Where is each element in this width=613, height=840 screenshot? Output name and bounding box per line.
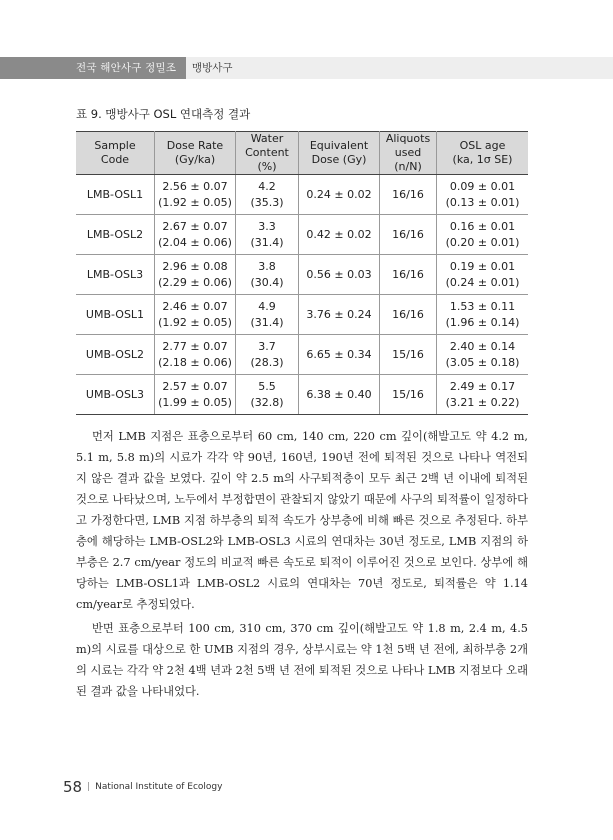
paragraph-text: 먼저 LMB 지점은 표층으로부터 60 cm, 140 cm, 220 cm 깊이(해발고도 약 4.2 m, 5.1 m, 5.8 m)의 시료가 각각 약 90년, 160년, 190년 전에 퇴적된 것으로 나타나 역전되지 않은 결과 값을 보였다. 깊이 약 2.5 m의 사구퇴적층이 모두 최근 2백 년 이내에 퇴적된 것으로 나타났으며, 노두에서 부정합면이 관찰되지 않았기 때문에 사구의 퇴적률이 일정하다고 가정한다면, LMB 지점 하부층의 퇴적 속도가 상부층에 비해 빠른 것으로 추정된다. 하부층에 해당하는 LMB-OSL2와 LMB-OSL3 시료의 연대차는 30년 정도로, LMB 지점의 하부층은 2.7 cm/year 정도의 비교적 빠른 속도로 퇴적이 이루어진 것으로 보인다. 상부에 해당하는 LMB-OSL1과 LMB-OSL2 시료의 연대차는 70년 정도로, 퇴적률은 약 1.14 cm/year로 추정되었다. (76, 430, 528, 611)
column-header: Sample Code (76, 132, 155, 175)
dose-rate-cell: 2.67 ± 0.07 (2.04 ± 0.06) (155, 215, 236, 255)
water-content-cell: 3.3 (31.4) (236, 215, 299, 255)
header-subsection-title: 맹방사구 (192, 62, 233, 74)
osl-age-cell: 0.19 ± 0.01 (0.24 ± 0.01) (437, 255, 529, 295)
header-section-title: 전국 해안사구 정밀조사 (0, 57, 186, 79)
sample-code-cell: LMB-OSL2 (76, 215, 155, 255)
publisher-name: National Institute of Ecology (95, 782, 223, 792)
aliquots-cell: 15/16 (380, 375, 437, 415)
table-row (76, 175, 528, 215)
sample-code-cell: UMB-OSL1 (76, 295, 155, 335)
osl-age-cell: 1.53 ± 0.11 (1.96 ± 0.14) (437, 295, 529, 335)
osl-age-cell: 0.09 ± 0.01 (0.13 ± 0.01) (437, 175, 529, 215)
table-row (76, 255, 528, 295)
aliquots-cell: 15/16 (380, 335, 437, 375)
page-number: 58 (63, 778, 83, 796)
aliquots-cell: 16/16 (380, 255, 437, 295)
osl-dating-table (76, 131, 528, 415)
page-footer (63, 778, 222, 796)
equivalent-dose-cell: 3.76 ± 0.24 (299, 295, 380, 335)
column-header: OSL age (ka, 1σ SE) (437, 132, 529, 175)
paragraph-text: 반면 표층으로부터 100 cm, 310 cm, 370 cm 깊이(해발고도 약 1.8 m, 2.4 m, 4.5 m)의 시료를 대상으로 한 UMB 지점의 경우, 상부시료는 약 1천 5백 년 전에, 최하부층 2개의 시료는 각각 약 2천 4백 년과 2천 5백 년 전에 퇴적된 것으로 나타나 LMB 지점보다 오래된 결과 값을 나타내었다. (76, 622, 528, 698)
table-caption: 표 9. 맹방사구 OSL 연대측정 결과 (76, 107, 251, 121)
water-content-cell: 3.8 (30.4) (236, 255, 299, 295)
column-header: Aliquots used (n/N) (380, 132, 437, 175)
sample-code-cell: LMB-OSL3 (76, 255, 155, 295)
column-header: Equivalent Dose (Gy) (299, 132, 380, 175)
dose-rate-cell: 2.77 ± 0.07 (2.18 ± 0.06) (155, 335, 236, 375)
osl-age-cell: 0.16 ± 0.01 (0.20 ± 0.01) (437, 215, 529, 255)
water-content-cell: 4.9 (31.4) (236, 295, 299, 335)
equivalent-dose-cell: 0.42 ± 0.02 (299, 215, 380, 255)
equivalent-dose-cell: 6.38 ± 0.40 (299, 375, 380, 415)
dose-rate-cell: 2.96 ± 0.08 (2.29 ± 0.06) (155, 255, 236, 295)
dose-rate-cell: 2.57 ± 0.07 (1.99 ± 0.05) (155, 375, 236, 415)
dose-rate-cell: 2.46 ± 0.07 (1.92 ± 0.05) (155, 295, 236, 335)
table-header-row (76, 132, 528, 175)
sample-code-cell: UMB-OSL2 (76, 335, 155, 375)
osl-age-cell: 2.40 ± 0.14 (3.05 ± 0.18) (437, 335, 529, 375)
table-row (76, 335, 528, 375)
dose-rate-cell: 2.56 ± 0.07 (1.92 ± 0.05) (155, 175, 236, 215)
osl-age-cell: 2.49 ± 0.17 (3.21 ± 0.22) (437, 375, 529, 415)
table-row (76, 375, 528, 415)
sample-code-cell: UMB-OSL3 (76, 375, 155, 415)
column-header: Water Content (%) (236, 132, 299, 175)
aliquots-cell: 16/16 (380, 295, 437, 335)
water-content-cell: 5.5 (32.8) (236, 375, 299, 415)
table-row (76, 215, 528, 255)
table-row (76, 295, 528, 335)
aliquots-cell: 16/16 (380, 215, 437, 255)
water-content-cell: 3.7 (28.3) (236, 335, 299, 375)
column-header: Dose Rate (Gy/ka) (155, 132, 236, 175)
water-content-cell: 4.2 (35.3) (236, 175, 299, 215)
aliquots-cell: 16/16 (380, 175, 437, 215)
sample-code-cell: LMB-OSL1 (76, 175, 155, 215)
equivalent-dose-cell: 0.56 ± 0.03 (299, 255, 380, 295)
equivalent-dose-cell: 0.24 ± 0.02 (299, 175, 380, 215)
body-paragraph-1 (76, 426, 528, 615)
footer-separator: | (87, 782, 91, 792)
body-paragraph-2 (76, 618, 528, 702)
equivalent-dose-cell: 6.65 ± 0.34 (299, 335, 380, 375)
page-header (0, 57, 613, 96)
